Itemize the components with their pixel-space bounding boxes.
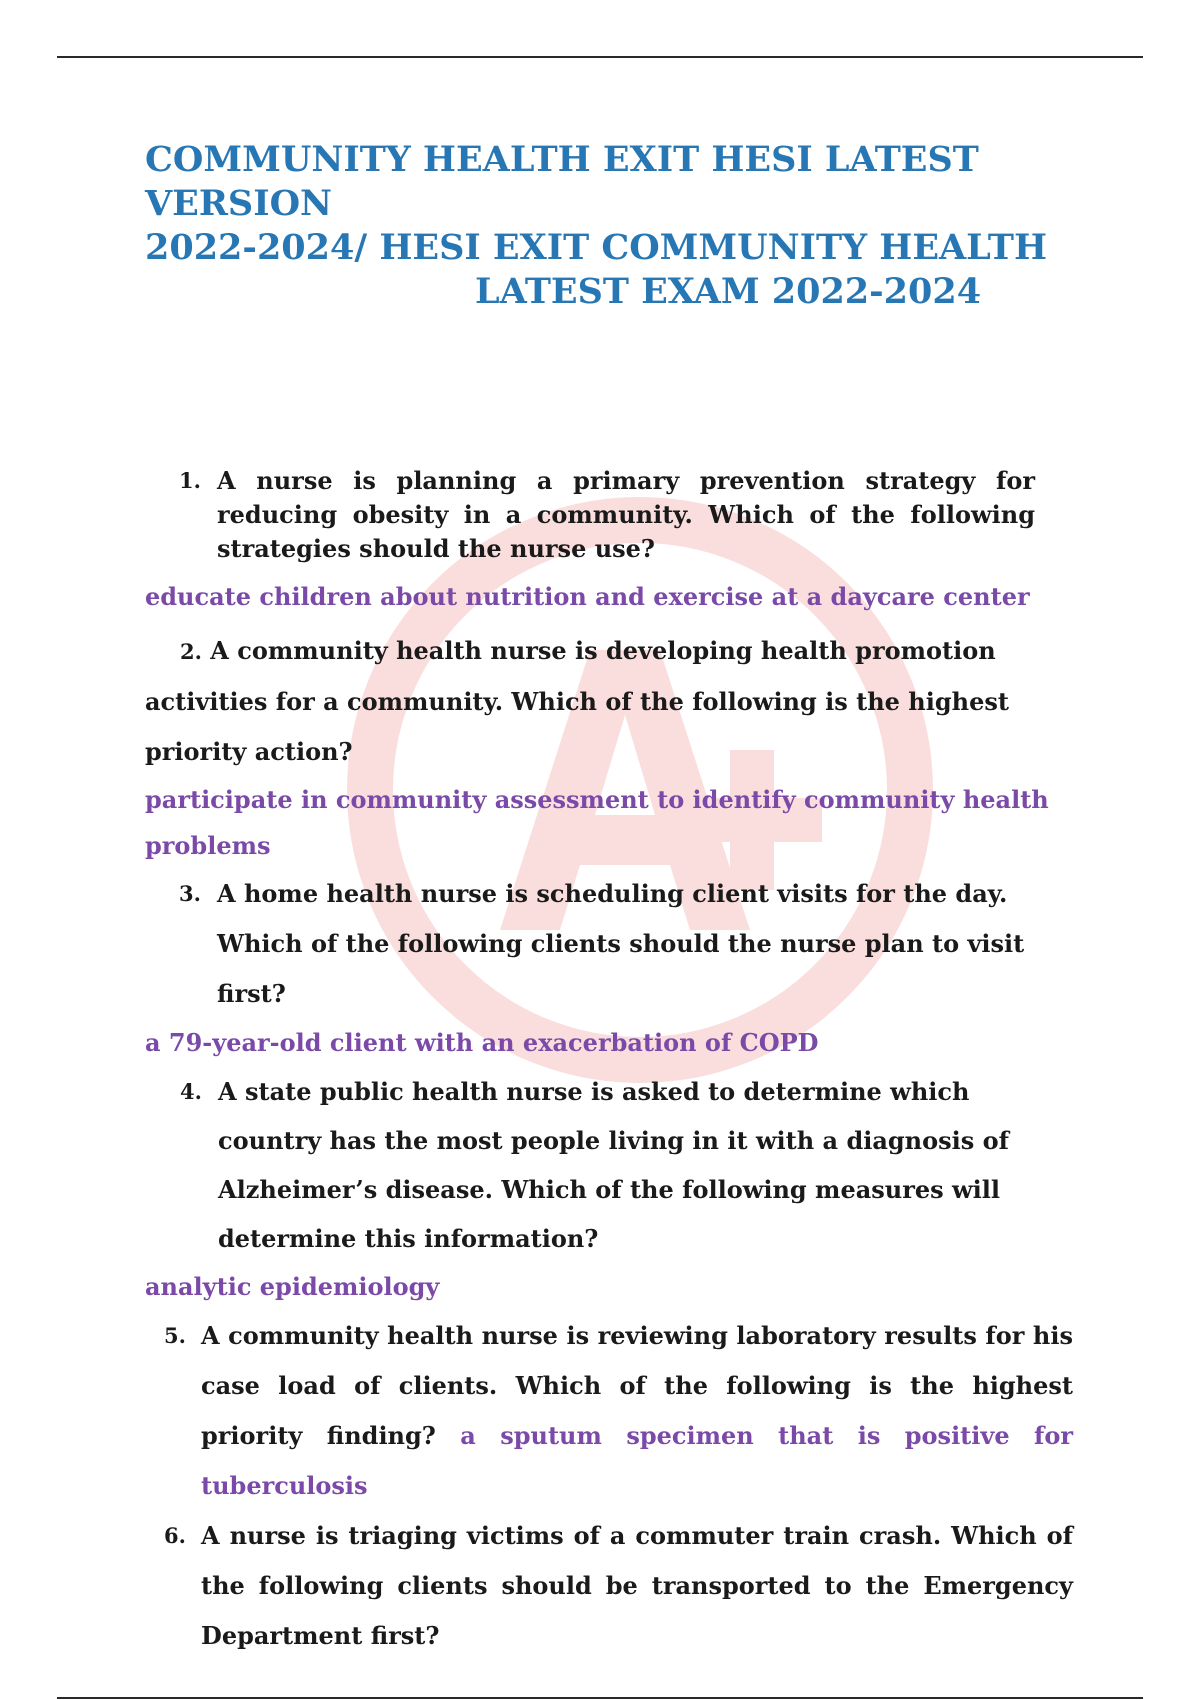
question-4 xyxy=(180,1067,1068,1263)
answer-3: a 79-year-old client with an exacerbation of COPD xyxy=(145,1028,819,1057)
title-line-2: VERSION xyxy=(145,183,333,224)
title-line-4: LATEST EXAM 2022-2024 xyxy=(475,271,982,312)
bottom-rule xyxy=(57,1697,1143,1699)
document-title xyxy=(145,138,1048,314)
question-3 xyxy=(179,869,1085,1019)
question-2 xyxy=(145,626,1085,777)
question-5 xyxy=(164,1311,1073,1511)
question-number: 1. xyxy=(179,468,201,493)
question-number: 6. xyxy=(164,1523,186,1548)
answer-2: participate in community assessment to identify community health problems xyxy=(145,785,1049,860)
question-number: 5. xyxy=(164,1323,186,1348)
question-text: A home health nurse is scheduling client visits for the day. Which of the following clients should the nurse plan to visit first? xyxy=(217,879,1025,1008)
top-rule xyxy=(57,56,1143,58)
question-text: A community health nurse is reviewing laboratory results for his case load of clients. Which of the following is the highest priority finding? xyxy=(201,1321,1073,1450)
title-line-3: 2022-2024/ HESI EXIT COMMUNITY HEALTH xyxy=(145,227,1048,268)
question-text: A state public health nurse is asked to determine which country has the most people living in it with a diagnosis of Alzheimer’s disease. Which of the following measures will determine this information? xyxy=(218,1077,1009,1253)
question-number: 2. xyxy=(180,639,202,664)
question-list xyxy=(145,464,1085,1661)
question-6 xyxy=(164,1511,1073,1661)
title-line-1: COMMUNITY HEALTH EXIT HESI LATEST xyxy=(145,139,979,180)
answer-1: educate children about nutrition and exercise at a daycare center xyxy=(145,582,1030,611)
question-text: A nurse is triaging victims of a commuter train crash. Which of the following clients should be transported to the Emergency Department first? xyxy=(201,1521,1073,1650)
answer-5: a sputum specimen that is positive for tuberculosis xyxy=(201,1421,1073,1500)
question-number: 3. xyxy=(179,881,201,906)
question-text: A nurse is planning a primary prevention strategy for reducing obesity in a community. Which of the following strategies should the nurse use? xyxy=(217,466,1035,563)
question-1 xyxy=(179,464,1035,566)
question-text: A community health nurse is developing health promotion activities for a community. Which of the following is the highest priority action? xyxy=(145,636,1009,766)
answer-4: analytic epidemiology xyxy=(145,1272,440,1301)
question-number: 4. xyxy=(180,1079,202,1104)
